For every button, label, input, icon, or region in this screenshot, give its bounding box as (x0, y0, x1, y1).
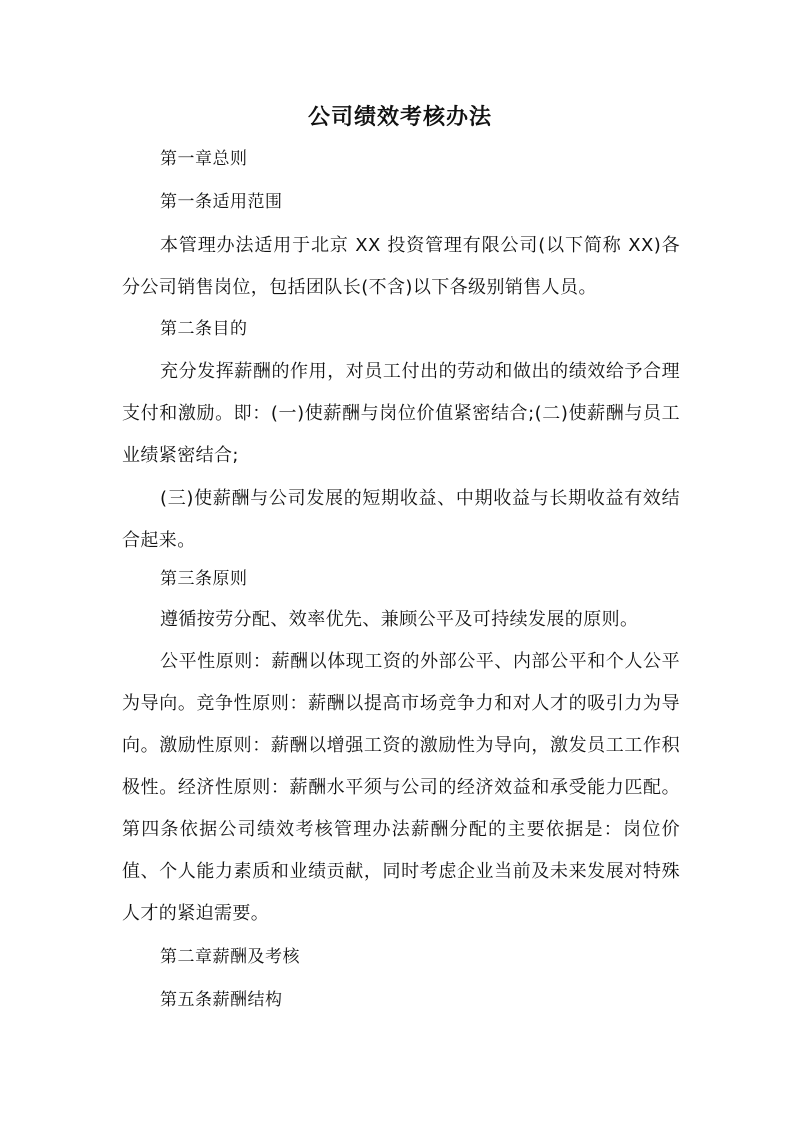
article-3-text-1: 遵循按劳分配、效率优先、兼顾公平及可持续发展的原则。 (160, 609, 639, 630)
article-5-heading: 第五条薪酬结构 (160, 990, 283, 1010)
article-3-text-2: 公平性原则：薪酬以体现工资的外部公平、内部公平和个人公平为导向。竞争性原则：薪酬以提高市场竞争力和对人才的吸引力为导向。激励性原则：薪酬以增强工资的激励性为导向，激发员工工作积极性。经济性原则：薪酬水平须与公司的经济效益和承受能力匹配。第四条依据公司绩效考核管理办法薪酬分配的主要依据是：岗位价值、个人能力素质和业绩贡献，同时考虑企业当前及未来发展对特殊人才的紧迫需要。 (122, 651, 680, 924)
chapter-1-heading: 第一章总则 (160, 149, 248, 169)
article-2-text-2: (三)使薪酬与公司发展的短期收益、中期收益与长期收益有效结合起来。 (122, 488, 680, 551)
document-title: 公司绩效考核办法 (307, 105, 492, 130)
chapter-2-heading: 第二章薪酬及考核 (160, 947, 300, 967)
article-1-heading: 第一条适用范围 (160, 192, 283, 212)
article-3-heading: 第三条原则 (160, 569, 248, 589)
article-1-text: 本管理办法适用于北京 XX 投资管理有限公司(以下简称 XX)各分公司销售岗位，包括团队长(不含)以下各级别销售人员。 (122, 235, 680, 298)
article-2-heading: 第二条目的 (160, 319, 248, 339)
article-2-text-1: 充分发挥薪酬的作用，对员工付出的劳动和做出的绩效给予合理支付和激励。即：(一)使薪酬与岗位价值紧密结合;(二)使薪酬与员工业绩紧密结合; (122, 361, 680, 466)
